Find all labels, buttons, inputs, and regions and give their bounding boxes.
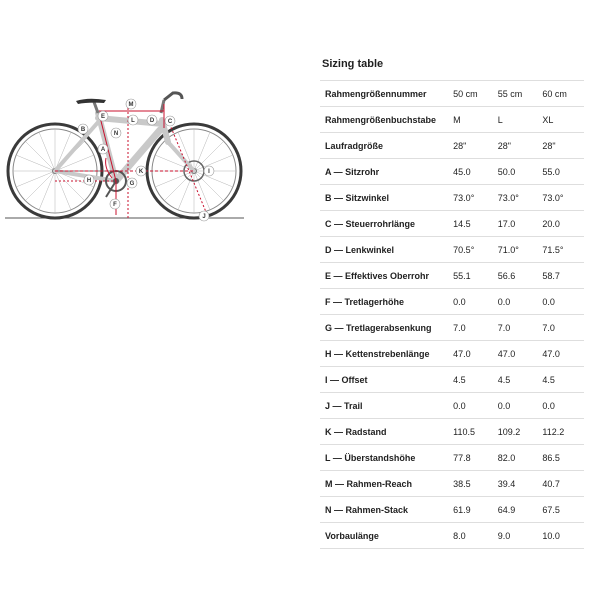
row-value: 0.0 xyxy=(450,393,495,419)
row-value: 61.9 xyxy=(450,497,495,523)
row-value: 4.5 xyxy=(495,367,540,393)
row-value: 109.2 xyxy=(495,419,540,445)
sizing-table xyxy=(320,80,584,549)
sizing-table-body xyxy=(320,81,584,549)
row-value: L xyxy=(495,107,540,133)
row-value: 50.0 xyxy=(495,159,540,185)
bike-geometry-diagram xyxy=(0,82,252,232)
row-label: Rahmengrößenbuchstabe xyxy=(320,107,450,133)
table-row xyxy=(320,523,584,549)
row-value: 39.4 xyxy=(495,471,540,497)
row-value: 64.9 xyxy=(495,497,540,523)
svg-text:I: I xyxy=(208,169,210,175)
row-label: Vorbaulänge xyxy=(320,523,450,549)
row-value: 86.5 xyxy=(539,445,584,471)
svg-text:C: C xyxy=(167,119,173,125)
svg-text:E: E xyxy=(100,114,106,120)
row-value: 17.0 xyxy=(495,211,540,237)
marker-n xyxy=(111,128,121,138)
table-row xyxy=(320,185,584,211)
row-value: 0.0 xyxy=(539,289,584,315)
svg-text:K: K xyxy=(138,169,144,175)
svg-text:L: L xyxy=(131,118,135,124)
svg-text:H: H xyxy=(86,178,92,184)
row-label: A — Sitzrohr xyxy=(320,159,450,185)
table-row xyxy=(320,133,584,159)
svg-text:J: J xyxy=(202,214,206,220)
row-label: I — Offset xyxy=(320,367,450,393)
row-label: Laufradgröße xyxy=(320,133,450,159)
row-label: C — Steuerrohrlänge xyxy=(320,211,450,237)
table-row xyxy=(320,289,584,315)
row-value: 67.5 xyxy=(539,497,584,523)
row-value: 71.5° xyxy=(539,237,584,263)
row-value: 73.0° xyxy=(539,185,584,211)
marker-h xyxy=(84,175,94,185)
row-value: 14.5 xyxy=(450,211,495,237)
row-value: XL xyxy=(539,107,584,133)
table-row xyxy=(320,445,584,471)
row-value: 47.0 xyxy=(450,341,495,367)
row-label: Rahmengrößennummer xyxy=(320,81,450,107)
row-label: M — Rahmen-Reach xyxy=(320,471,450,497)
sizing-table-section xyxy=(320,56,584,549)
marker-d xyxy=(147,115,157,125)
row-value: 38.5 xyxy=(450,471,495,497)
row-value: 7.0 xyxy=(450,315,495,341)
row-value: 55 cm xyxy=(495,81,540,107)
table-row xyxy=(320,263,584,289)
sizing-table-title: Sizing table xyxy=(322,58,384,70)
marker-k xyxy=(136,166,146,176)
row-value: 4.5 xyxy=(539,367,584,393)
row-value: 9.0 xyxy=(495,523,540,549)
row-value: 56.6 xyxy=(495,263,540,289)
row-label: J — Trail xyxy=(320,393,450,419)
row-value: 55.1 xyxy=(450,263,495,289)
row-value: 55.0 xyxy=(539,159,584,185)
marker-i xyxy=(204,166,214,176)
row-value: 60 cm xyxy=(539,81,584,107)
marker-g xyxy=(127,178,137,188)
table-row xyxy=(320,159,584,185)
row-value: 20.0 xyxy=(539,211,584,237)
row-value: 0.0 xyxy=(450,289,495,315)
row-label: G — Tretlagerabsenkung xyxy=(320,315,450,341)
table-row xyxy=(320,237,584,263)
table-row xyxy=(320,367,584,393)
row-label: K — Radstand xyxy=(320,419,450,445)
row-value: 58.7 xyxy=(539,263,584,289)
marker-b xyxy=(78,124,88,134)
marker-e xyxy=(98,111,108,121)
row-value: 0.0 xyxy=(495,393,540,419)
row-label: B — Sitzwinkel xyxy=(320,185,450,211)
svg-text:D: D xyxy=(149,118,155,124)
row-value: 47.0 xyxy=(539,341,584,367)
svg-text:F: F xyxy=(113,202,117,208)
row-value: 73.0° xyxy=(450,185,495,211)
row-value: 8.0 xyxy=(450,523,495,549)
row-value: 0.0 xyxy=(539,393,584,419)
row-value: M xyxy=(450,107,495,133)
table-row xyxy=(320,81,584,107)
row-value: 28" xyxy=(495,133,540,159)
marker-j xyxy=(199,211,209,221)
row-label: N — Rahmen-Stack xyxy=(320,497,450,523)
table-row xyxy=(320,419,584,445)
row-value: 4.5 xyxy=(450,367,495,393)
row-value: 73.0° xyxy=(495,185,540,211)
svg-text:A: A xyxy=(100,147,106,153)
svg-text:M: M xyxy=(128,102,134,108)
svg-text:G: G xyxy=(129,181,135,187)
table-row xyxy=(320,471,584,497)
row-value: 70.5° xyxy=(450,237,495,263)
table-row xyxy=(320,211,584,237)
row-value: 10.0 xyxy=(539,523,584,549)
marker-a xyxy=(98,144,108,154)
row-value: 45.0 xyxy=(450,159,495,185)
row-label: F — Tretlagerhöhe xyxy=(320,289,450,315)
marker-c xyxy=(165,116,175,126)
row-value: 82.0 xyxy=(495,445,540,471)
row-value: 47.0 xyxy=(495,341,540,367)
row-value: 77.8 xyxy=(450,445,495,471)
row-value: 28" xyxy=(539,133,584,159)
svg-text:N: N xyxy=(113,131,119,137)
row-label: E — Effektives Oberrohr xyxy=(320,263,450,289)
row-value: 71.0° xyxy=(495,237,540,263)
marker-m xyxy=(126,99,136,109)
row-label: H — Kettenstrebenlänge xyxy=(320,341,450,367)
table-row xyxy=(320,497,584,523)
row-value: 7.0 xyxy=(539,315,584,341)
marker-l xyxy=(128,115,138,125)
row-value: 7.0 xyxy=(495,315,540,341)
row-value: 50 cm xyxy=(450,81,495,107)
row-value: 110.5 xyxy=(450,419,495,445)
table-row xyxy=(320,341,584,367)
row-value: 28" xyxy=(450,133,495,159)
row-value: 40.7 xyxy=(539,471,584,497)
row-label: D — Lenkwinkel xyxy=(320,237,450,263)
table-row xyxy=(320,107,584,133)
row-value: 112.2 xyxy=(539,419,584,445)
svg-text:B: B xyxy=(80,127,86,133)
table-row xyxy=(320,393,584,419)
table-row xyxy=(320,315,584,341)
row-label: L — Überstandshöhe xyxy=(320,445,450,471)
marker-f xyxy=(110,199,120,209)
row-value: 0.0 xyxy=(495,289,540,315)
